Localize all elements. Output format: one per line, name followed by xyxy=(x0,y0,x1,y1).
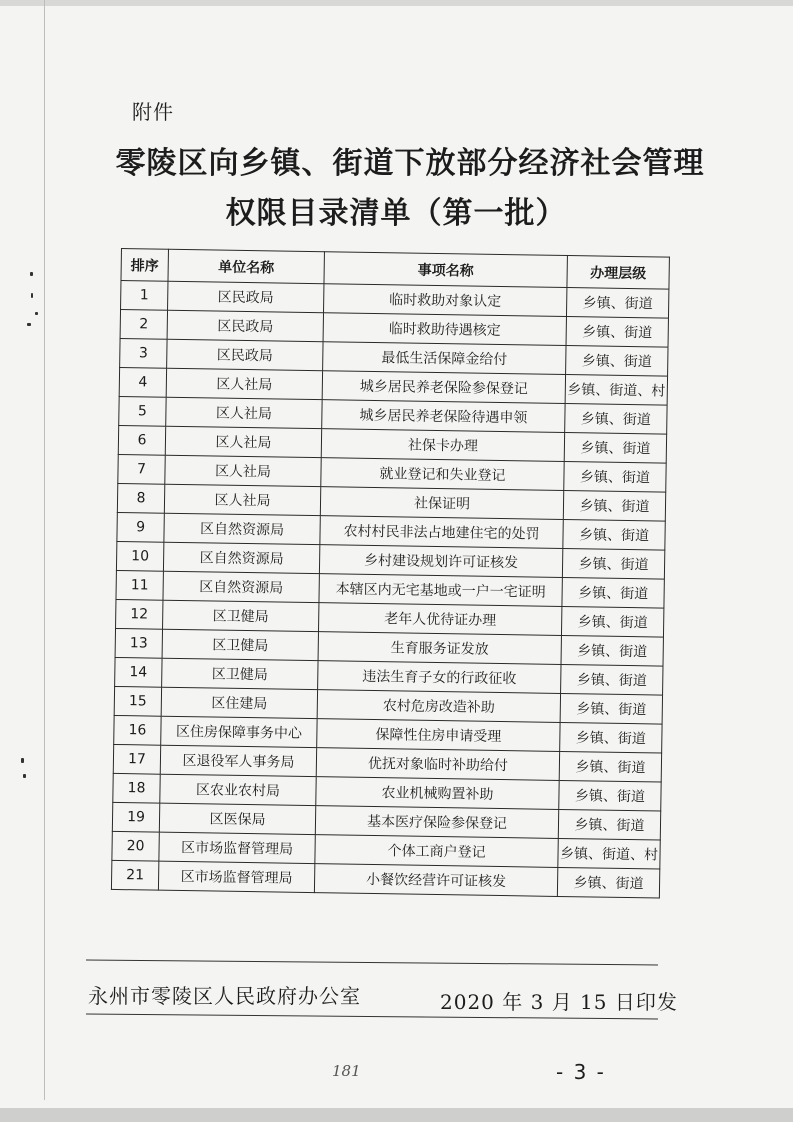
row-level: 乡镇、街道 xyxy=(557,867,659,898)
row-index: 2 xyxy=(120,310,167,340)
page-number: - 3 - xyxy=(556,1060,606,1084)
column-header-item: 事项名称 xyxy=(324,252,567,288)
row-level: 乡镇、街道 xyxy=(564,432,666,463)
row-index: 20 xyxy=(112,831,159,861)
row-department: 区农业农村局 xyxy=(160,774,316,805)
row-item: 本辖区内无宅基地或一户一宅证明 xyxy=(319,574,562,607)
row-index: 6 xyxy=(118,425,165,455)
row-level: 乡镇、街道 xyxy=(561,635,663,666)
scan-speck xyxy=(27,323,31,326)
row-level: 乡镇、街道、村 xyxy=(558,838,660,869)
row-item: 乡村建设规划许可证核发 xyxy=(319,545,562,578)
row-department: 区住房保障事务中心 xyxy=(161,716,317,747)
footer-top-rule xyxy=(86,960,658,966)
row-item: 农村村民非法占地建住宅的处罚 xyxy=(320,516,563,549)
scan-top-edge xyxy=(0,0,793,6)
row-department: 区卫健局 xyxy=(162,658,318,689)
issue-date: 2020 年 3 月 15 日印发 xyxy=(440,990,678,1014)
row-item: 临时救助待遇核定 xyxy=(323,313,566,346)
permission-list-table xyxy=(111,248,670,899)
row-department: 区市场监督管理局 xyxy=(158,861,314,892)
row-department: 区卫健局 xyxy=(162,629,318,660)
row-index: 16 xyxy=(114,715,161,745)
column-header-department: 单位名称 xyxy=(168,249,324,283)
row-item: 农村危房改造补助 xyxy=(317,690,560,723)
row-item: 个体工商户登记 xyxy=(315,835,558,868)
row-level: 乡镇、街道 xyxy=(564,461,666,492)
row-level: 乡镇、街道 xyxy=(559,780,661,811)
row-item: 社保卡办理 xyxy=(321,429,564,462)
row-level: 乡镇、街道 xyxy=(562,548,664,579)
row-department: 区民政局 xyxy=(168,281,324,312)
scan-speck xyxy=(31,293,33,298)
row-item: 城乡居民养老保险待遇申领 xyxy=(322,400,565,433)
row-item: 基本医疗保险参保登记 xyxy=(315,806,558,839)
column-header-level: 办理层级 xyxy=(567,256,669,290)
issuing-office: 永州市零陵区人民政府办公室 xyxy=(88,984,361,1008)
row-level: 乡镇、街道 xyxy=(563,490,665,521)
row-department: 区人社局 xyxy=(164,484,320,515)
row-level: 乡镇、街道 xyxy=(558,809,660,840)
row-item: 生育服务证发放 xyxy=(318,632,561,665)
row-item: 小餐饮经营许可证核发 xyxy=(314,864,557,897)
row-level: 乡镇、街道 xyxy=(566,317,668,348)
row-department: 区人社局 xyxy=(166,397,322,428)
row-index: 13 xyxy=(115,628,162,658)
row-department: 区自然资源局 xyxy=(163,571,319,602)
row-item: 临时救助对象认定 xyxy=(324,284,567,317)
handwritten-archive-number: 181 xyxy=(332,1062,361,1080)
row-department: 区医保局 xyxy=(159,803,315,834)
row-department: 区人社局 xyxy=(165,455,321,486)
row-level: 乡镇、街道 xyxy=(562,577,664,608)
row-department: 区自然资源局 xyxy=(163,542,319,573)
row-item: 违法生育子女的行政征收 xyxy=(318,661,561,694)
scan-speck xyxy=(21,758,24,763)
row-item: 城乡居民养老保险参保登记 xyxy=(322,371,565,404)
row-level: 乡镇、街道 xyxy=(565,403,667,434)
row-index: 9 xyxy=(117,512,164,542)
row-level: 乡镇、街道 xyxy=(566,346,668,377)
row-department: 区市场监督管理局 xyxy=(159,832,315,863)
row-department: 区自然资源局 xyxy=(164,513,320,544)
row-index: 14 xyxy=(115,657,162,687)
row-item: 农业机械购置补助 xyxy=(316,777,559,810)
row-item: 优抚对象临时补助给付 xyxy=(316,748,559,781)
document-title-line-2: 权限目录清单（第一批） xyxy=(225,196,567,231)
scan-speck xyxy=(30,272,33,276)
scan-bottom-edge xyxy=(0,1108,793,1122)
row-department: 区民政局 xyxy=(167,310,323,341)
row-level: 乡镇、街道 xyxy=(560,693,662,724)
row-department: 区民政局 xyxy=(167,339,323,370)
row-item: 老年人优待证办理 xyxy=(318,603,561,636)
row-index: 4 xyxy=(119,367,166,397)
row-level: 乡镇、街道 xyxy=(563,519,665,550)
row-index: 1 xyxy=(121,281,168,311)
row-index: 15 xyxy=(114,686,161,716)
row-index: 11 xyxy=(116,570,163,600)
row-item: 最低生活保障金给付 xyxy=(323,342,566,375)
row-index: 3 xyxy=(120,338,167,368)
row-index: 7 xyxy=(118,454,165,484)
row-department: 区人社局 xyxy=(165,426,321,457)
document-title-line-1: 零陵区向乡镇、街道下放部分经济社会管理 xyxy=(115,146,705,181)
row-item: 社保证明 xyxy=(320,487,563,520)
page-left-edge xyxy=(44,0,45,1100)
row-level: 乡镇、街道 xyxy=(560,722,662,753)
row-index: 8 xyxy=(117,483,164,513)
row-item: 保障性住房申请受理 xyxy=(317,719,560,752)
row-level: 乡镇、街道 xyxy=(559,751,661,782)
row-index: 17 xyxy=(113,744,160,774)
row-index: 10 xyxy=(116,541,163,571)
row-index: 19 xyxy=(112,802,159,832)
row-department: 区人社局 xyxy=(166,368,322,399)
row-index: 21 xyxy=(111,860,158,890)
row-index: 5 xyxy=(119,396,166,426)
row-department: 区卫健局 xyxy=(163,600,319,631)
row-index: 18 xyxy=(113,773,160,803)
row-department: 区住建局 xyxy=(161,687,317,718)
row-level: 乡镇、街道、村 xyxy=(565,374,667,405)
row-level: 乡镇、街道 xyxy=(566,288,668,319)
row-level: 乡镇、街道 xyxy=(561,664,663,695)
scan-speck xyxy=(23,774,26,778)
scan-speck xyxy=(35,312,38,315)
attachment-label: 附件 xyxy=(132,100,174,124)
row-index: 12 xyxy=(116,599,163,629)
column-header-index: 排序 xyxy=(121,249,168,282)
row-level: 乡镇、街道 xyxy=(561,606,663,637)
row-department: 区退役军人事务局 xyxy=(160,745,316,776)
row-item: 就业登记和失业登记 xyxy=(321,458,564,491)
